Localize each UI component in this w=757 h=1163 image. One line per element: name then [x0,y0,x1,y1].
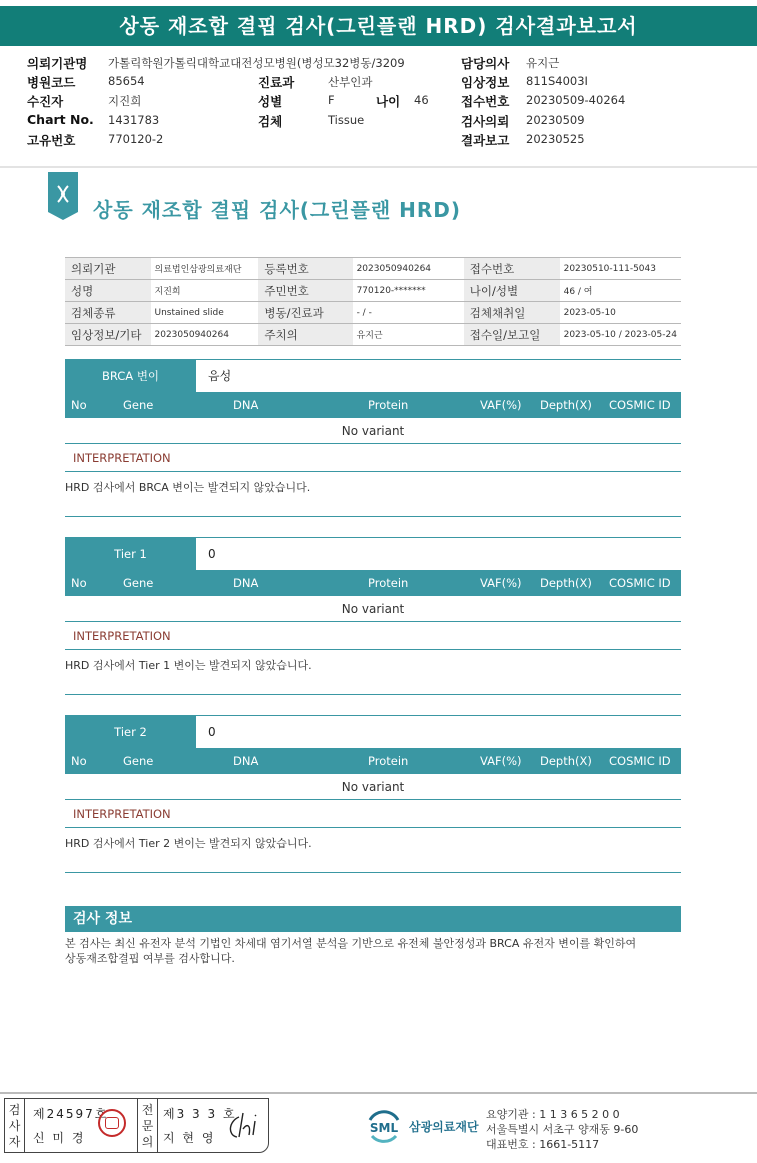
info-value: 20230510-111-5043 [560,258,681,280]
header-value: F [328,93,335,107]
variant-table-header [65,748,681,774]
variant-table-header [65,392,681,418]
interpretation-label: INTERPRETATION [73,807,171,821]
info-value: 의료법인삼광의료재단 [151,258,259,280]
interpretation-label: INTERPRETATION [73,629,171,643]
info-row [65,302,681,324]
header-label: 담당의사 [461,56,510,71]
header-divider [0,166,757,168]
variant-category-value: 0 [208,547,216,561]
interpretation-text: HRD 검사에서 Tier 2 변이는 발견되지 않았습니다. [65,837,312,850]
info-value: 유지근 [353,324,464,346]
header-value: Tissue [328,113,365,127]
header-value: 770120-2 [108,132,164,146]
column-header: DNA [233,398,259,412]
header-label: 검체 [258,114,283,129]
column-header: COSMIC ID [609,754,671,768]
info-value: 46 / 여 [560,280,681,302]
specialist-number: 제3 3 3 호 [163,1107,237,1121]
column-header: COSMIC ID [609,398,671,412]
info-key: 나이/성별 [464,280,560,302]
header-label: 검사의뢰 [461,114,510,129]
header-label: 나이 [376,94,401,109]
column-header: No [71,754,87,768]
patient-info-table [65,257,681,346]
variant-row: No variant [65,596,681,622]
info-value: 2023050940264 [353,258,464,280]
info-key: 성명 [65,280,151,302]
variant-table-header [65,570,681,596]
header-value: 산부인과 [328,75,373,89]
info-value: Unstained slide [151,302,259,324]
examiner-name: 신 미 경 [33,1131,86,1145]
exam-info-text [65,936,681,966]
footer-divider [0,1092,757,1094]
header-label: 결과보고 [461,133,510,148]
org-name: 삼광의료재단 [409,1120,479,1134]
header-label: 접수번호 [461,94,510,109]
column-header: No [71,398,87,412]
exam-info-line2: 상동재조합결핍 여부를 검사합니다. [65,952,235,965]
column-header: Gene [123,576,154,590]
interpretation-text: HRD 검사에서 Tier 1 변이는 발견되지 않았습니다. [65,659,312,672]
column-header: Gene [123,754,154,768]
variant-row: No variant [65,774,681,800]
interpretation-text: HRD 검사에서 BRCA 변이는 발견되지 않았습니다. [65,481,311,494]
header-label: 수진자 [27,94,64,109]
header-label: 성별 [258,94,283,109]
exam-info-title: 검사 정보 [65,906,681,932]
red-seal-stamp [98,1109,126,1137]
examiner-label: 검사자 [5,1099,25,1152]
info-value: - / - [353,302,464,324]
header-value: 지진희 [108,94,142,108]
column-header: Protein [368,398,409,412]
info-key: 검체종류 [65,302,151,324]
org-contact [486,1107,638,1152]
handwritten-signature [225,1109,265,1143]
variant-category-value: 0 [208,725,216,739]
header-value: 46 [414,93,429,107]
org-code: 요양기관 : 1 1 3 6 5 2 0 0 [486,1108,620,1121]
info-value: 770120-******* [353,280,464,302]
column-header: Gene [123,398,154,412]
exam-info-line1: 본 검사는 최신 유전자 분석 기법인 차세대 염기서열 분석을 기반으로 유전체 불안정성과 BRCA 유전자 변이를 확인하여 [65,937,637,950]
interpretation-label: INTERPRETATION [73,451,171,465]
info-row [65,258,681,280]
section-title: 상동 재조합 결핍 검사(그린플랜 HRD) [93,198,462,222]
dna-ribbon-icon [48,172,78,220]
column-header: Depth(X) [540,398,592,412]
info-key: 접수일/보고일 [464,324,560,346]
header-value: 가톨릭학원가톨릭대학교대전성모병원(병성모32병동/3209 [108,56,405,70]
header-label: 고유번호 [27,133,76,148]
header-value: 1431783 [108,113,160,127]
variant-row: No variant [65,418,681,444]
header-value: 20230509-40264 [526,93,626,107]
info-key: 접수번호 [464,258,560,280]
info-value: 2023-05-10 / 2023-05-24 [560,324,681,346]
column-header: DNA [233,754,259,768]
info-key: 의뢰기관 [65,258,151,280]
header-value: 811S4003I [526,74,588,88]
column-header: COSMIC ID [609,576,671,590]
header-label: 진료과 [258,75,295,90]
variant-category-value: 음성 [208,369,232,383]
column-header: VAF(%) [480,576,522,590]
column-header: No [71,576,87,590]
header-label: 임상정보 [461,75,510,90]
header-value: 20230525 [526,132,585,146]
header-value: 85654 [108,74,145,88]
header-value: 유지근 [526,56,560,70]
specialist-name: 지 현 영 [163,1131,216,1145]
org-phone: 대표번호 : 1661-5117 [486,1138,600,1151]
column-header: Depth(X) [540,576,592,590]
examiner-number: 제24597호 [33,1107,109,1121]
header-label: 의뢰기관명 [27,56,88,71]
info-row [65,324,681,346]
column-header: Depth(X) [540,754,592,768]
variant-category-label: BRCA 변이 [65,360,196,392]
sml-logo [364,1106,404,1146]
info-key: 임상정보/기타 [65,324,151,346]
svg-text:SML: SML [369,1121,399,1135]
column-header: VAF(%) [480,398,522,412]
signature-box [4,1098,269,1153]
info-key: 병동/진료과 [258,302,352,324]
info-key: 검체채취일 [464,302,560,324]
column-header: Protein [368,576,409,590]
info-key: 주치의 [258,324,352,346]
variant-category-label: Tier 2 [65,716,196,748]
header-label: 병원코드 [27,75,76,90]
report-title: 상동 재조합 결핍 검사(그린플랜 HRD) 검사결과보고서 [0,6,757,46]
header-label: Chart No. [27,112,94,127]
column-header: VAF(%) [480,754,522,768]
header-value: 20230509 [526,113,585,127]
column-header: Protein [368,754,409,768]
specialist-label: 전문의 [138,1099,158,1152]
info-value: 2023050940264 [151,324,259,346]
info-row [65,280,681,302]
variant-category-label: Tier 1 [65,538,196,570]
info-value: 지진희 [151,280,259,302]
column-header: DNA [233,576,259,590]
info-key: 등록번호 [258,258,352,280]
org-address: 서울특별시 서초구 양재동 9-60 [486,1123,639,1136]
info-value: 2023-05-10 [560,302,681,324]
info-key: 주민번호 [258,280,352,302]
